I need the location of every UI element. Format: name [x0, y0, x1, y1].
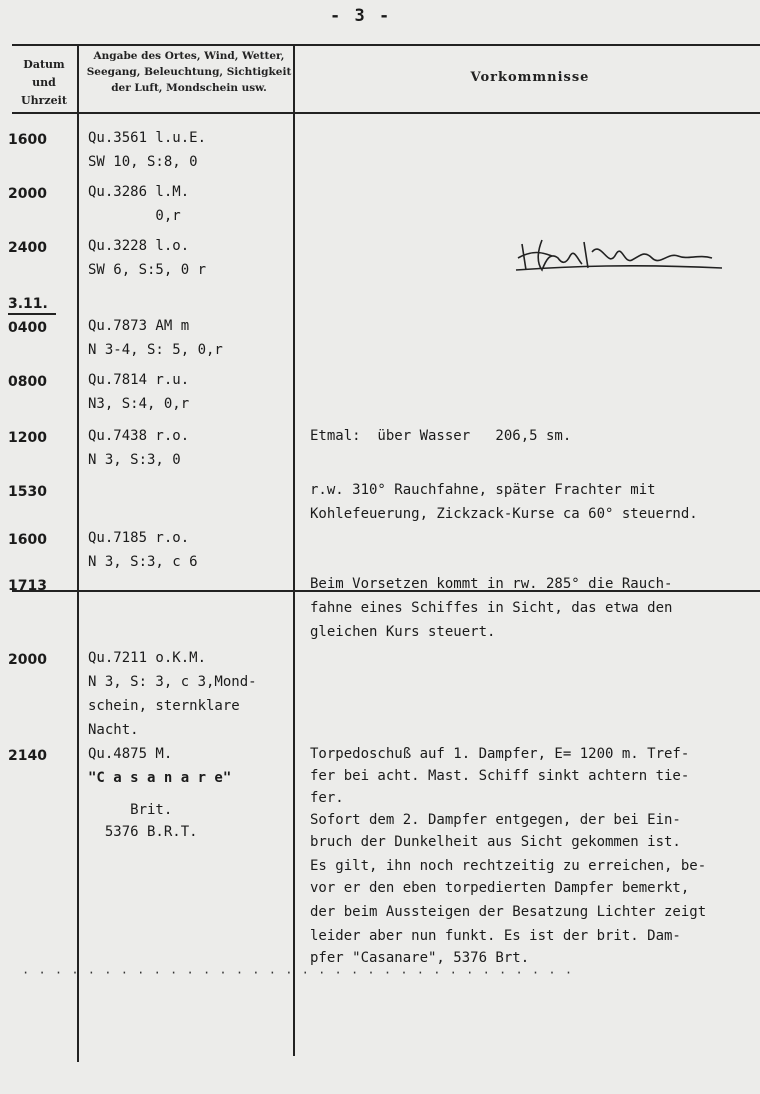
header-date-line-3: Uhrzeit: [21, 94, 67, 107]
entry-event-line: Sofort dem 2. Dampfer entgegen, der bei Ein-: [310, 812, 681, 828]
entry-time: 1530: [8, 484, 47, 500]
entry-location-line: 5376 B.R.T.: [88, 824, 198, 840]
entry-location-line: N 3, S:3, 0: [88, 452, 181, 468]
entry-event-line: vor er den eben torpedierten Dampfer bemerkt,: [310, 880, 690, 896]
entry-time: 2140: [8, 748, 47, 764]
entry-location-line: Qu.7211 o.K.M.: [88, 650, 207, 666]
header-date-line-1: Datum: [23, 58, 65, 71]
entry-location-line: N3, S:4, 0,r: [88, 396, 190, 412]
dotted-separator: · · · · · · · · · · · · · · · · · · · · · · · · · · · · · · · · · ·: [22, 966, 574, 980]
entry-location-line: Qu.3561 l.u.E.: [88, 130, 207, 146]
entry-event-line: Torpedoschuß auf 1. Dampfer, E= 1200 m. Tref-: [310, 746, 690, 762]
header-location-line-2: Seegang, Beleuchtung, Sichtigkeit: [86, 66, 292, 78]
header-bottom-rule: [12, 112, 760, 114]
header-location-line-1: Angabe des Ortes, Wind, Wetter,: [93, 50, 285, 62]
entry-date: 3.11.: [8, 296, 48, 312]
entry-location-line: N 3, S: 3, c 3,Mond-: [88, 674, 257, 690]
entry-location-line: Qu.3286 l.M.: [88, 184, 190, 200]
header-events: Vorkommnisse: [470, 70, 590, 85]
entry-event-line: gleichen Kurs steuert.: [310, 624, 496, 640]
entry-event-line: fer bei acht. Mast. Schiff sinkt achtern tie-: [310, 768, 690, 784]
entry-location-line: Brit.: [88, 802, 173, 818]
entry-event-line: Etmal: über Wasser 206,5 sm.: [310, 428, 572, 444]
entry-time: 1713: [8, 578, 47, 594]
entry-event-line: Kohlefeuerung, Zickzack-Kurse ca 60° steuernd.: [310, 506, 698, 522]
entry-location-line: Nacht.: [88, 722, 139, 738]
handwritten-signature: [512, 230, 732, 280]
entry-time: 0400: [8, 320, 47, 336]
ship-name: "C a s a n a r e": [88, 770, 232, 786]
entry-time: 2000: [8, 186, 47, 202]
entry-location-line: SW 6, S:5, 0 r: [88, 262, 207, 278]
entry-time: 1600: [8, 132, 47, 148]
entry-time: 1600: [8, 532, 47, 548]
entry-event-line: r.w. 310° Rauchfahne, später Frachter mit: [310, 482, 656, 498]
entry-event-line: pfer "Casanare", 5376 Brt.: [310, 950, 530, 966]
entry-location-line: N 3, S:3, c 6: [88, 554, 198, 570]
entry-event-line: fer.: [310, 790, 344, 806]
entry-location-line: SW 10, S:8, 0: [88, 154, 198, 170]
entry-location-line: Qu.7438 r.o.: [88, 428, 190, 444]
entry-time: 1200: [8, 430, 47, 446]
entry-event-line: Es gilt, ihn noch rechtzeitig zu erreichen, be-: [310, 858, 707, 874]
entry-location-line: N 3-4, S: 5, 0,r: [88, 342, 223, 358]
header-date-line-2: und: [32, 76, 56, 89]
entry-location-line: Qu.3228 l.o.: [88, 238, 190, 254]
entry-time: 2400: [8, 240, 47, 256]
entry-event-line: der beim Aussteigen der Besatzung Lichter zeigt: [310, 904, 707, 920]
entry-event-line: leider aber nun funkt. Es ist der brit. Dam-: [310, 928, 681, 944]
header-location: [84, 48, 294, 96]
header-date-time: [14, 56, 74, 110]
entry-location-line: Qu.4875 M.: [88, 746, 173, 762]
entry-location-line: Qu.7814 r.u.: [88, 372, 190, 388]
entry-event-line: fahne eines Schiffes in Sicht, das etwa den: [310, 600, 673, 616]
entry-location-line: Qu.7873 AM m: [88, 318, 190, 334]
entry-event-line: bruch der Dunkelheit aus Sicht gekommen ist.: [310, 834, 681, 850]
entry-time: 0800: [8, 374, 47, 390]
header-location-line-3: der Luft, Mondschein usw.: [111, 82, 267, 94]
entry-location-line: Qu.7185 r.o.: [88, 530, 190, 546]
entry-location-line: 0,r: [88, 208, 181, 224]
entry-time: 2000: [8, 652, 47, 668]
column-divider-1: [77, 44, 79, 1062]
page-number: - 3 -: [330, 6, 392, 26]
entry-location-line: schein, sternklare: [88, 698, 240, 714]
column-divider-2: [293, 44, 295, 1056]
table-top-rule: [12, 44, 760, 46]
entry-event-line: Beim Vorsetzen kommt in rw. 285° die Rauch-: [310, 576, 673, 592]
